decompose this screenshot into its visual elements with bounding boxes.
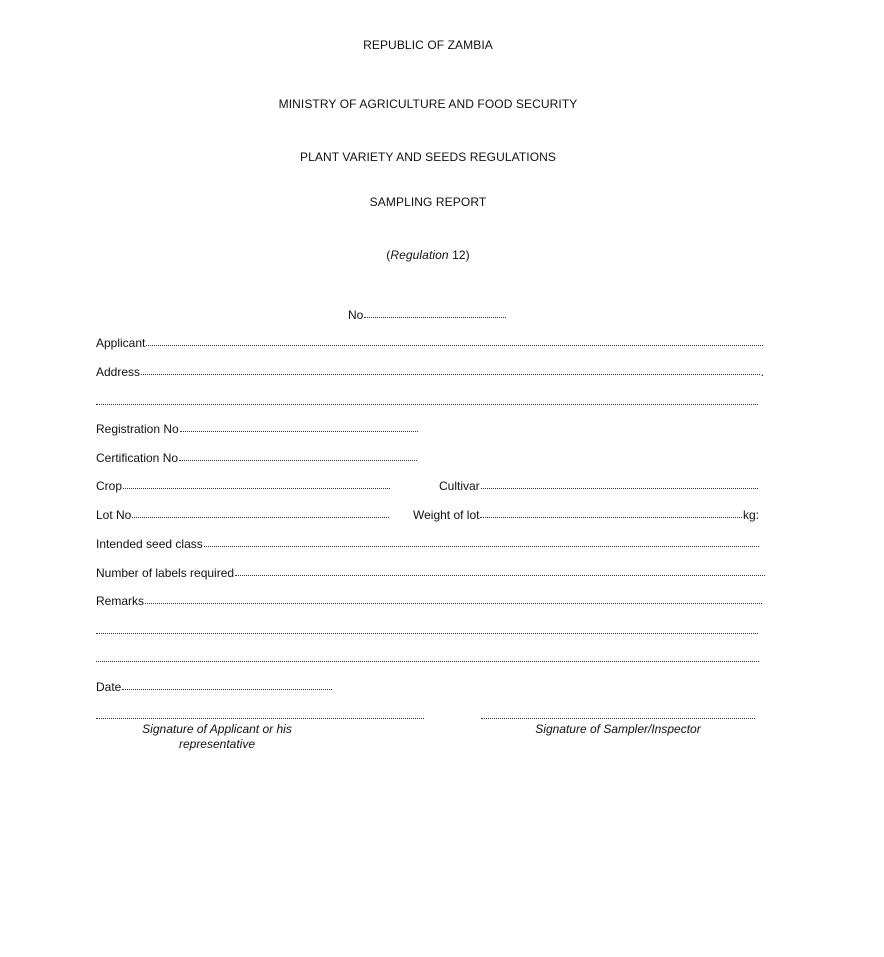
weight-label: Weight of lot	[413, 508, 480, 522]
address-dotted-line[interactable]	[141, 364, 760, 375]
sampler-signature-line[interactable]	[481, 717, 755, 719]
cultivar-field[interactable]	[439, 479, 758, 493]
date-field[interactable]	[96, 680, 332, 694]
address-trail: .	[760, 365, 764, 379]
certification-label: Certification No	[96, 451, 179, 465]
cultivar-label: Cultivar	[439, 479, 480, 493]
no-label: No	[348, 308, 364, 322]
labels-required-dotted-line[interactable]	[235, 565, 765, 576]
registration-field[interactable]	[96, 422, 418, 436]
cultivar-dotted-line[interactable]	[481, 478, 758, 489]
applicant-signature-caption	[110, 722, 324, 752]
lot-dotted-line[interactable]	[132, 507, 389, 518]
seed-class-field[interactable]	[96, 537, 759, 551]
form-title: SAMPLING REPORT	[369, 195, 487, 209]
sampler-signature-caption: Signature of Sampler/Inspector	[535, 722, 701, 736]
registration-label: Registration No	[96, 422, 179, 436]
seed-class-dotted-line[interactable]	[204, 536, 759, 547]
date-label: Date	[96, 680, 122, 694]
regulation-reference	[0, 248, 856, 262]
certification-dotted-line[interactable]	[179, 450, 417, 461]
country-heading: REPUBLIC OF ZAMBIA	[363, 38, 493, 52]
date-dotted-line[interactable]	[122, 679, 332, 690]
no-dotted-line[interactable]	[364, 307, 506, 318]
lot-field[interactable]	[96, 508, 389, 522]
crop-dotted-line[interactable]	[123, 478, 390, 489]
address-continuation-line[interactable]	[96, 403, 758, 405]
labels-required-label: Number of labels required	[96, 566, 235, 580]
weight-dotted-line[interactable]	[480, 507, 742, 518]
labels-required-field[interactable]	[96, 566, 765, 580]
remarks-field[interactable]	[96, 594, 762, 608]
regulation-word: Regulation	[390, 248, 449, 262]
no-field[interactable]	[348, 308, 506, 322]
address-label: Address	[96, 365, 141, 379]
regulation-open: (	[386, 248, 391, 262]
remarks-dotted-line[interactable]	[145, 593, 762, 604]
seed-class-label: Intended seed class	[96, 537, 203, 551]
ministry-heading: MINISTRY OF AGRICULTURE AND FOOD SECURITY	[278, 97, 578, 111]
address-field[interactable]	[96, 365, 764, 379]
crop-field[interactable]	[96, 479, 390, 493]
applicant-label: Applicant	[96, 336, 146, 350]
remarks-continuation-line-1[interactable]	[96, 632, 758, 634]
applicant-signature-line2: representative	[178, 737, 256, 751]
regulations-heading: PLANT VARIETY AND SEEDS REGULATIONS	[299, 150, 556, 164]
lot-label: Lot No	[96, 508, 132, 522]
weight-unit: kg:	[742, 508, 759, 522]
applicant-dotted-line[interactable]	[146, 335, 763, 346]
remarks-label: Remarks	[96, 594, 145, 608]
certification-field[interactable]	[96, 451, 417, 465]
registration-dotted-line[interactable]	[180, 421, 418, 432]
regulation-number: 12)	[448, 248, 470, 262]
applicant-signature-line[interactable]	[96, 717, 424, 719]
applicant-field[interactable]	[96, 336, 763, 350]
weight-field[interactable]	[413, 508, 759, 522]
crop-label: Crop	[96, 479, 123, 493]
remarks-continuation-line-2[interactable]	[96, 660, 759, 662]
applicant-signature-line1: Signature of Applicant or his	[142, 722, 292, 736]
